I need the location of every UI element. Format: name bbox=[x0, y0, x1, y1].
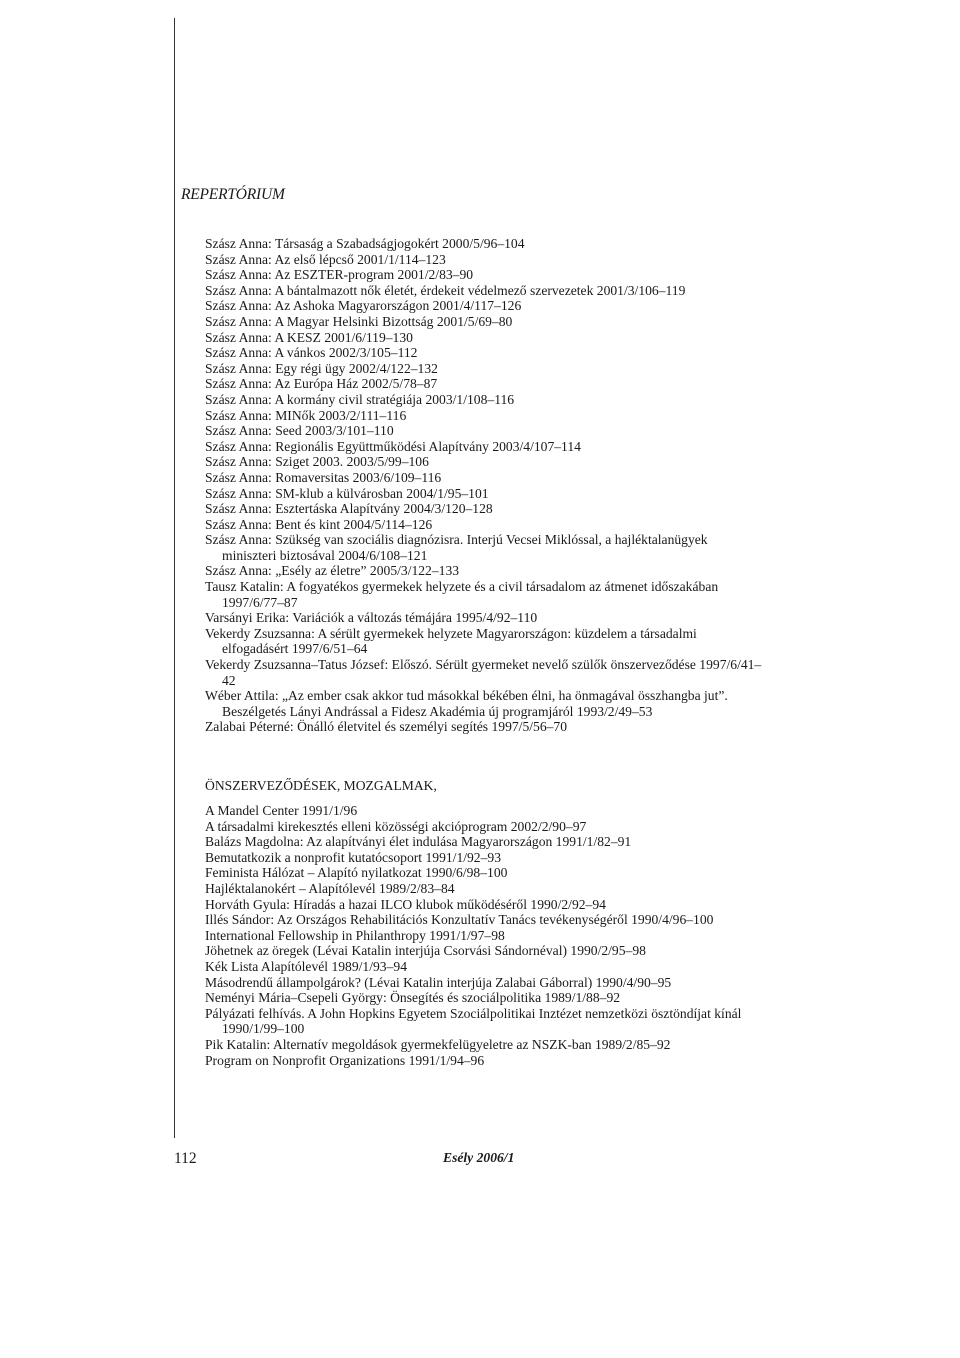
section-heading: ÖNSZERVEZŐDÉSEK, MOZGALMAK, bbox=[205, 778, 437, 793]
list-item: Szász Anna: Esztertáska Alapítvány 2004/3/120–128 bbox=[205, 501, 493, 517]
list-item: Hajléktalanokért – Alapítólevél 1989/2/83–84 bbox=[205, 880, 455, 896]
list-item: Szász Anna: Társaság a Szabadságjogokért 2000/5/96–104 bbox=[205, 236, 525, 251]
list-item: Szász Anna: A Magyar Helsinki Bizottság 2001/5/69–80 bbox=[205, 313, 513, 329]
list-item: Vekerdy Zsuzsanna: A sérült gyermekek helyzete Magyarországon: küzdelem a társadalmi elfogadásért 1997/6/51–64 bbox=[205, 625, 697, 657]
list-item: Program on Nonprofit Organizations 1991/1/94–96 bbox=[205, 1052, 485, 1068]
list-item: Illés Sándor: Az Országos Rehabilitációs Konzultatív Tanács tevékenységéről 1990/4/96–100 bbox=[205, 912, 714, 928]
list-item: Horváth Gyula: Híradás a hazai ILCO klubok működéséről 1990/2/92–94 bbox=[205, 896, 606, 912]
list-item: Neményi Mária–Csepeli György: Önsegítés és szociálpolitika 1989/1/88–92 bbox=[205, 990, 621, 1006]
list-item: Szász Anna: Egy régi ügy 2002/4/122–132 bbox=[205, 360, 438, 376]
list-item: Szász Anna: Az Európa Ház 2002/5/78–87 bbox=[205, 376, 438, 392]
list-item: Szász Anna: A kormány civil stratégiája 2003/1/108–116 bbox=[205, 391, 515, 407]
list-item: Wéber Attila: „Az ember csak akkor tud másokkal békében élni, ha önmagával összhangba jut”. Beszélgetés Lányi Andrással a Fidesz Akadémia új programjáról 1993/2/49–53 bbox=[205, 688, 728, 719]
list-item: Szász Anna: SM-klub a külvárosban 2004/1/95–101 bbox=[205, 485, 489, 501]
list-item: Balázs Magdolna: Az alapítványi élet indulása Magyarországon 1991/1/82–91 bbox=[205, 834, 632, 850]
margin-rule bbox=[174, 18, 175, 1138]
list-item: Szász Anna: Az első lépcső 2001/1/114–123 bbox=[205, 251, 446, 267]
list-item: International Fellowship in Philanthropy 1991/1/97–98 bbox=[205, 927, 505, 943]
journal-title: Esély 2006/1 bbox=[443, 1150, 515, 1165]
list-item: Jöhetnek az öregek (Lévai Katalin interjúja Csorvási Sándornéval) 1990/2/95–98 bbox=[205, 943, 646, 959]
list-item: Tausz Katalin: A fogyatékos gyermekek helyzete és a civil társadalom az átmenet időszakában 1997/6/77–87 bbox=[205, 579, 719, 610]
list-item: Másodrendű állampolgárok? (Lévai Katalin interjúja Zalabai Gáborral) 1990/4/90–95 bbox=[205, 974, 672, 990]
list-item: Szász Anna: Bent és kint 2004/5/114–126 bbox=[205, 516, 433, 532]
list-item: Bemutatkozik a nonprofit kutatócsoport 1991/1/92–93 bbox=[205, 849, 501, 865]
list-item: Szász Anna: „Esély az életre” 2005/3/122–133 bbox=[205, 563, 460, 579]
list-item: Szász Anna: Seed 2003/3/101–110 bbox=[205, 423, 394, 439]
list-item: Szász Anna: A vánkos 2002/3/105–112 bbox=[205, 345, 418, 361]
list-item: Pik Katalin: Alternatív megoldások gyermekfelügyeletre az NSZK-ban 1989/2/85–92 bbox=[205, 1036, 671, 1052]
list-item: Szász Anna: Romaversitas 2003/6/109–116 bbox=[205, 469, 442, 485]
list-item: A társadalmi kirekesztés elleni közösségi akcióprogram 2002/2/90–97 bbox=[205, 818, 587, 834]
list-item: Varsányi Erika: Variációk a változás témájára 1995/4/92–110 bbox=[205, 610, 538, 626]
list-item: Zalabai Péterné: Önálló életvitel és személyi segítés 1997/5/56–70 bbox=[205, 719, 568, 735]
list-item: Kék Lista Alapítólevél 1989/1/93–94 bbox=[205, 958, 407, 974]
list-item: Szász Anna: MINők 2003/2/111–116 bbox=[205, 407, 407, 423]
list-item: A Mandel Center 1991/1/96 bbox=[205, 803, 358, 818]
list-item: Szász Anna: Az ESZTER-program 2001/2/83–90 bbox=[205, 267, 474, 283]
list-item: Feminista Hálózat – Alapító nyilatkozat 1990/6/98–100 bbox=[205, 865, 508, 881]
list-item: Pályázati felhívás. A John Hopkins Egyetem Szociálpolitikai Inztézet nemzetközi ösztöndíjat kínál 1990/1/99–100 bbox=[205, 1005, 742, 1037]
list-item: Vekerdy Zsuzsanna–Tatus József: Előszó. Sérült gyermeket nevelő szülők önszerveződése 1997/6/41–42 bbox=[205, 657, 762, 688]
list-item: Szász Anna: A bántalmazott nők életét, érdekeit védelmező szervezetek 2001/3/106–119 bbox=[205, 282, 686, 298]
list-item: Szász Anna: A KESZ 2001/6/119–130 bbox=[205, 329, 413, 345]
list-item: Szász Anna: Sziget 2003. 2003/5/99–106 bbox=[205, 454, 429, 470]
list-item: Szász Anna: Szükség van szociális diagnózisra. Interjú Vecsei Miklóssal, a hajléktalanügyek miniszteri biztosával 2004/6/108–121 bbox=[205, 532, 708, 563]
list-item: Szász Anna: Regionális Együttműködési Alapítvány 2003/4/107–114 bbox=[205, 438, 581, 454]
entries-list-a bbox=[205, 236, 765, 735]
entries-list-b bbox=[205, 803, 765, 1068]
list-item: Szász Anna: Az Ashoka Magyarországon 2001/4/117–126 bbox=[205, 298, 522, 314]
section-header: REPERTÓRIUM bbox=[181, 186, 285, 203]
page-number: 112 bbox=[174, 1150, 197, 1167]
